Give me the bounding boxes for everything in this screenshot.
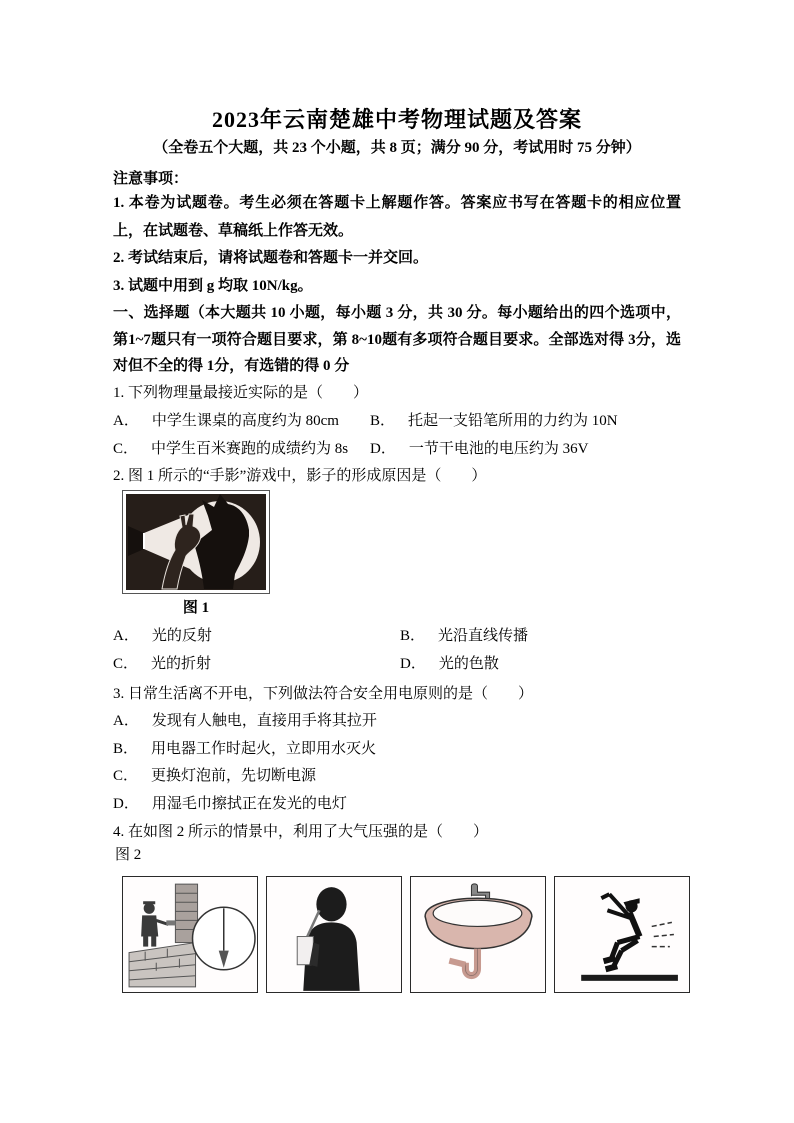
question-3 [113,680,681,818]
question-1-options-row-1 [113,407,681,435]
notice-item-1: 1. 本卷为试题卷。考生必须在答题卡上解题作答。答案应书写在答题卡的相应位置上，在试题卷、草稿纸上作答无效。 [113,195,681,239]
option-label: A． [113,713,139,729]
option-label: C． [113,656,139,672]
option-text: 光的折射 [151,656,212,672]
option-c [113,650,400,678]
question-1-stem: 1. 下列物理量最接近实际的是（ ） [113,385,369,401]
option-a [113,622,400,650]
option-text: 中学生课桌的高度约为 80cm [151,413,339,429]
option-b [400,622,681,650]
bricklayer-plumb-bob-icon [123,877,257,992]
option-label: B． [400,628,426,644]
sink-drain-trap-icon [411,877,545,992]
notice-list [113,190,681,300]
option-label: C． [113,441,139,457]
figure-2-image-strip [122,876,690,993]
option-text: 用湿毛巾擦拭正在发光的电灯 [151,795,347,812]
notice-heading: 注意事项： [113,171,189,187]
bricklayer-plumb-bob-image [122,876,258,993]
option-text: 光的反射 [151,628,212,644]
question-2 [113,462,681,490]
option-text: 更换灯泡前，先切断电源 [151,768,317,784]
question-1-options-row-2 [113,435,681,463]
question-2-options-row-2 [113,650,681,678]
option-d [400,650,681,678]
hand-shadow-dog-icon [122,490,270,594]
question-4 [113,818,681,846]
question-2-options-row-1 [113,622,681,650]
option-label: C． [113,768,139,784]
option-text: 光沿直线传播 [438,628,529,644]
option-label: A． [113,413,139,429]
option-text: 中学生百米赛跑的成绩约为 8s [151,441,349,457]
option-text: 托起一支铅笔所用的力约为 10N [408,413,618,429]
option-label: B． [113,740,139,757]
option-text: 一节干电池的电压约为 36V [408,441,589,457]
question-2-stem: 2. 图 1 所示的“手影”游戏中，影子的形成原因是（ ） [113,468,487,484]
option-label: B． [370,413,396,429]
figure-1-hand-shadow-image [122,490,270,594]
section-1-header: 一、选择题（本大题共 10 小题，每小题 3 分，共 30 分。每小题给出的四个选项中，第1~7题只有一项符合题目要求，第 8~10题有多项符合题目要求。全部选对得 3分，选对但不全的得 1分，有选错的得 0 分 [113,305,681,374]
boy-drinking-straw-icon [267,877,401,992]
option-c [113,435,370,463]
option-b [113,736,681,764]
figure-1-caption: 图 1 [182,600,210,616]
option-a [113,708,681,736]
option-b [370,407,681,435]
option-label: D． [370,441,396,457]
option-label: A． [113,628,139,644]
long-jump-image [554,876,690,993]
option-a [113,407,370,435]
option-text: 光的色散 [438,656,499,672]
option-d [113,791,681,819]
question-4-stem: 4. 在如图 2 所示的情景中，利用了大气压强的是（ ） [113,824,489,840]
page-title: 2023年云南楚雄中考物理试题及答案 [211,106,582,132]
boy-drinking-with-straw-image [266,876,402,993]
figure-2-caption: 图 2 [115,847,142,863]
exam-meta-line: （全卷五个大题，共 23 个小题，共 8 页；满分 90 分，考试用时 75 分钟） [153,140,641,156]
option-text: 用电器工作时起火，立即用水灭火 [151,740,377,757]
option-label: D． [113,795,139,812]
option-c [113,763,681,791]
question-3-stem: 3. 日常生活离不开电，下列做法符合安全用电原则的是（ ） [113,686,534,702]
option-label: D． [400,656,426,672]
notice-item-3: 3. 试题中用到 g 均取 10N/kg。 [113,277,313,294]
long-jumper-icon [555,877,689,992]
question-2-options [113,622,681,678]
wash-basin-drain-trap-image [410,876,546,993]
option-d [370,435,681,463]
question-1 [113,379,681,463]
option-text: 发现有人触电，直接用手将其拉开 [151,713,377,729]
notice-item-2: 2. 考试结束后，请将试题卷和答题卡一并交回。 [113,250,429,266]
